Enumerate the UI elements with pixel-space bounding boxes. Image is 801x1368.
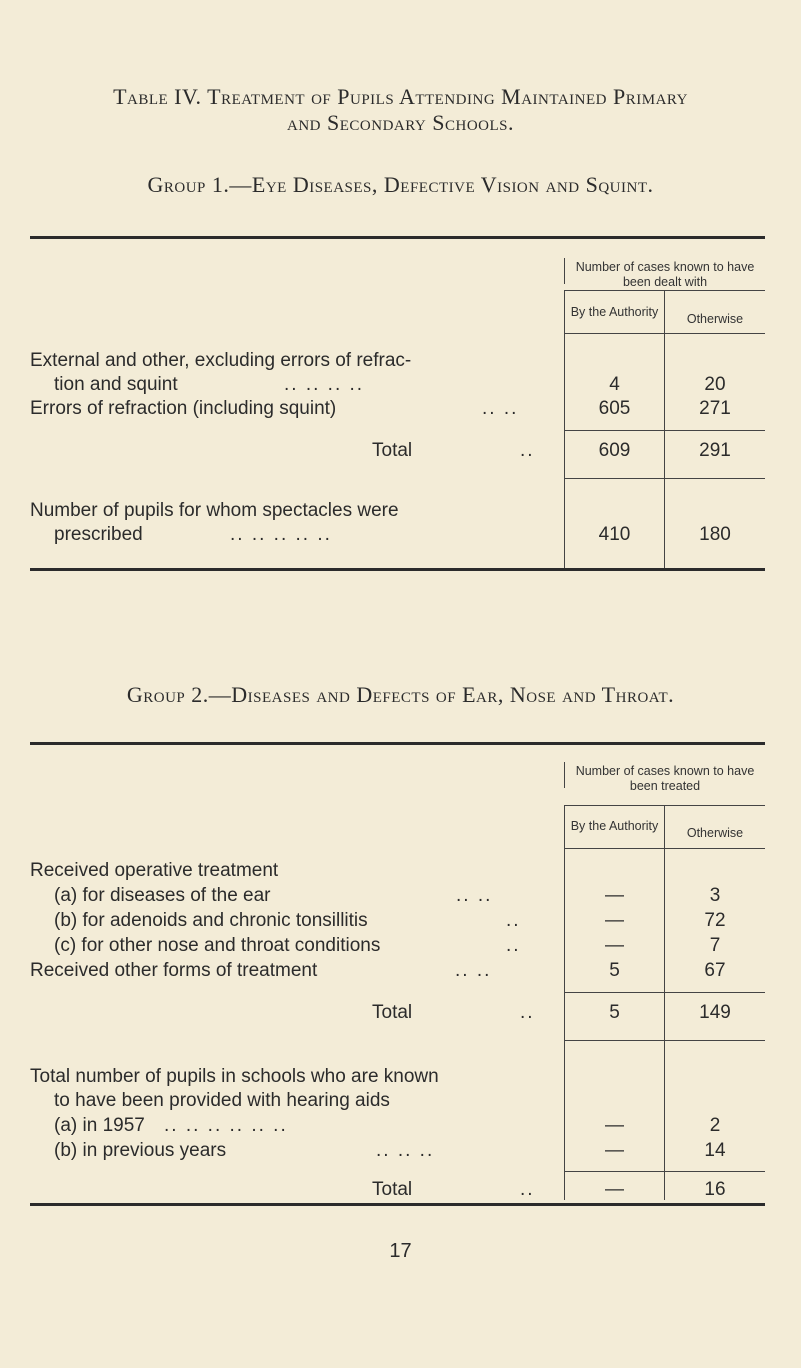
- group1-spectacles-rule: [564, 478, 765, 479]
- group1-header-top: Number of cases known to have been dealt with: [575, 260, 755, 289]
- cell-otherwise: 20: [704, 374, 726, 395]
- row-label: Received other forms of treatment .. ..: [30, 960, 492, 981]
- row-label-cont: tion and squint .. .. .. ..: [54, 374, 365, 395]
- cell-otherwise: 3: [709, 885, 721, 906]
- row-label-total: Total ..: [372, 1002, 535, 1023]
- group2-header-top: Number of cases known to have been treated: [575, 764, 755, 793]
- group1-top-rule: [30, 236, 765, 239]
- row-label: (a) for diseases of the ear .. ..: [54, 885, 493, 906]
- cell-otherwise: 67: [704, 960, 726, 981]
- cell-authority: —: [605, 935, 624, 956]
- cell-authority: —: [605, 1140, 624, 1161]
- group2-total-rule: [564, 992, 765, 993]
- cell-otherwise: 14: [704, 1140, 726, 1161]
- row-label-cont: prescribed .. .. .. .. ..: [54, 524, 332, 545]
- cell-authority: 5: [609, 1002, 620, 1023]
- section-heading: Received operative treatment: [30, 860, 279, 881]
- group2-col-authority: By the Authority: [570, 819, 659, 833]
- cell-authority: —: [605, 885, 624, 906]
- cell-authority: 605: [598, 398, 631, 419]
- cell-otherwise: 180: [699, 524, 731, 545]
- row-label: External and other, excluding errors of refrac-: [30, 350, 412, 371]
- group2-title: Group 2.—Diseases and Defects of Ear, Nose and Throat.: [126, 682, 675, 707]
- row-label-total: Total ..: [372, 1179, 535, 1200]
- group1-header-bottom-rule: [564, 333, 765, 334]
- cell-otherwise: 291: [699, 440, 731, 461]
- row-label: Number of pupils for whom spectacles were: [30, 500, 399, 521]
- group1-title: Group 1.—Eye Diseases, Defective Vision and Squint.: [147, 172, 654, 197]
- group1-col-authority: By the Authority: [570, 305, 659, 319]
- group2-hearing-rule: [564, 1040, 765, 1041]
- table-title-line1: Table IV. Treatment of Pupils Attending Maintained Primary: [113, 84, 688, 109]
- cell-otherwise: 16: [704, 1179, 726, 1200]
- cell-otherwise: 72: [704, 910, 726, 931]
- row-label: (c) for other nose and throat conditions ..: [54, 935, 521, 956]
- cell-authority: —: [605, 1179, 624, 1200]
- cell-otherwise: 7: [709, 935, 721, 956]
- group1-col-otherwise: Otherwise: [686, 312, 744, 326]
- row-label: (b) for adenoids and chronic tonsillitis ..: [54, 910, 521, 931]
- page-number: 17: [389, 1240, 412, 1262]
- row-label: Errors of refraction (including squint) .. ..: [30, 398, 519, 419]
- group2-bottom-rule: [30, 1203, 765, 1206]
- group2-top-rule: [30, 742, 765, 745]
- cell-authority: 609: [598, 440, 631, 461]
- cell-authority: 410: [598, 524, 631, 545]
- group2-hearing-total-rule: [564, 1171, 765, 1172]
- cell-authority: 5: [609, 960, 620, 981]
- cell-otherwise: 271: [699, 398, 731, 419]
- cell-otherwise: 149: [699, 1002, 731, 1023]
- group1-bottom-rule: [30, 568, 765, 571]
- section-heading: Total number of pupils in schools who are known: [30, 1066, 439, 1087]
- group1-total-rule: [564, 430, 765, 431]
- table-title-line2: and Secondary Schools.: [287, 110, 514, 135]
- row-label-total: Total ..: [372, 440, 535, 461]
- cell-otherwise: 2: [709, 1115, 721, 1136]
- group2-col-otherwise: Otherwise: [686, 826, 744, 840]
- row-label: (b) in previous years .. .. ..: [54, 1140, 435, 1161]
- row-label: (a) in 1957 .. .. .. .. .. ..: [54, 1115, 288, 1136]
- group2-header-bottom-rule: [564, 848, 765, 849]
- cell-authority: —: [605, 910, 624, 931]
- section-heading-cont: to have been provided with hearing aids: [54, 1090, 390, 1111]
- cell-authority: 4: [609, 374, 620, 395]
- cell-authority: —: [605, 1115, 624, 1136]
